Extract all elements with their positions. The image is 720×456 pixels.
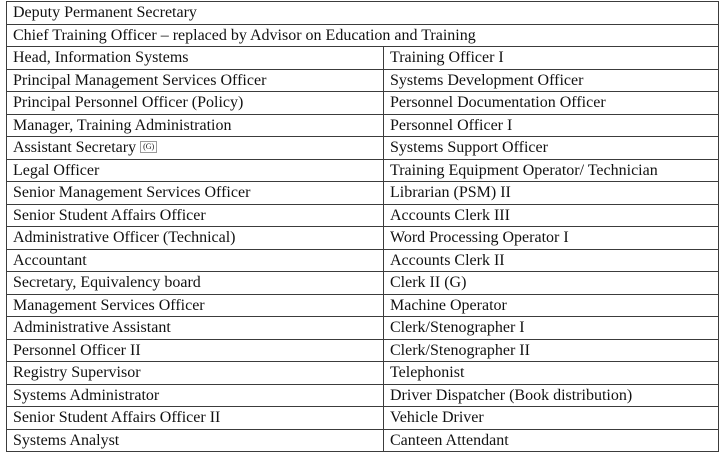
table-cell: Accounts Clerk II bbox=[384, 249, 719, 272]
table-row bbox=[7, 429, 719, 452]
table-cell: Registry Supervisor bbox=[7, 362, 384, 385]
table-cell: Personnel Documentation Officer bbox=[384, 92, 719, 115]
table-cell: Secretary, Equivalency board bbox=[7, 272, 384, 295]
table-cell: Systems Development Officer bbox=[384, 69, 719, 92]
table-cell: Clerk/Stenographer I bbox=[384, 317, 719, 340]
table-cell: Administrative Assistant bbox=[7, 317, 384, 340]
table-row bbox=[7, 362, 719, 385]
table-cell: Machine Operator bbox=[384, 294, 719, 317]
table-row bbox=[7, 182, 719, 205]
table-cell: Clerk/Stenographer II bbox=[384, 339, 719, 362]
table-cell: Principal Management Services Officer bbox=[7, 69, 384, 92]
table-cell: Administrative Officer (Technical) bbox=[7, 227, 384, 250]
table-cell: Systems Administrator bbox=[7, 384, 384, 407]
cell-text: Assistant Secretary bbox=[13, 139, 137, 157]
table-row bbox=[7, 137, 719, 160]
table-cell: Vehicle Driver bbox=[384, 407, 719, 430]
table-cell: Training Officer I bbox=[384, 47, 719, 70]
table-cell: Training Equipment Operator/ Technician bbox=[384, 159, 719, 182]
table-cell: Manager, Training Administration bbox=[7, 114, 384, 137]
table-row bbox=[7, 384, 719, 407]
table-row bbox=[7, 407, 719, 430]
table-cell: Chief Training Officer – replaced by Advisor on Education and Training bbox=[7, 24, 719, 47]
table-row bbox=[7, 69, 719, 92]
table-cell: Principal Personnel Officer (Policy) bbox=[7, 92, 384, 115]
table-cell: Accounts Clerk III bbox=[384, 204, 719, 227]
table-cell: Accountant bbox=[7, 249, 384, 272]
table-header-row bbox=[7, 24, 719, 47]
table-cell: Telephonist bbox=[384, 362, 719, 385]
g-mark-label: (G) bbox=[140, 141, 157, 153]
table-row bbox=[7, 339, 719, 362]
table-cell: Word Processing Operator I bbox=[384, 227, 719, 250]
table-row bbox=[7, 204, 719, 227]
table-cell: Canteen Attendant bbox=[384, 429, 719, 452]
table-cell: Head, Information Systems bbox=[7, 47, 384, 70]
table-row bbox=[7, 272, 719, 295]
table-cell: Personnel Officer I bbox=[384, 114, 719, 137]
table-row bbox=[7, 294, 719, 317]
table-cell: Senior Student Affairs Officer II bbox=[7, 407, 384, 430]
table-cell: Librarian (PSM) II bbox=[384, 182, 719, 205]
table-cell: Personnel Officer II bbox=[7, 339, 384, 362]
table-row bbox=[7, 159, 719, 182]
table-cell: Driver Dispatcher (Book distribution) bbox=[384, 384, 719, 407]
table-cell: Systems Analyst bbox=[7, 429, 384, 452]
staff-positions-table bbox=[6, 1, 719, 452]
table-cell: Systems Support Officer bbox=[384, 137, 719, 160]
table-row bbox=[7, 227, 719, 250]
table-row bbox=[7, 317, 719, 340]
table-cell bbox=[7, 137, 384, 160]
table-cell: Senior Management Services Officer bbox=[7, 182, 384, 205]
table-header-row bbox=[7, 2, 719, 25]
table-row bbox=[7, 92, 719, 115]
table-row bbox=[7, 47, 719, 70]
table-row bbox=[7, 249, 719, 272]
table-cell: Deputy Permanent Secretary bbox=[7, 2, 719, 25]
table-cell: Senior Student Affairs Officer bbox=[7, 204, 384, 227]
table-cell: Management Services Officer bbox=[7, 294, 384, 317]
table-cell: Clerk II (G) bbox=[384, 272, 719, 295]
table-cell: Legal Officer bbox=[7, 159, 384, 182]
table-row bbox=[7, 114, 719, 137]
